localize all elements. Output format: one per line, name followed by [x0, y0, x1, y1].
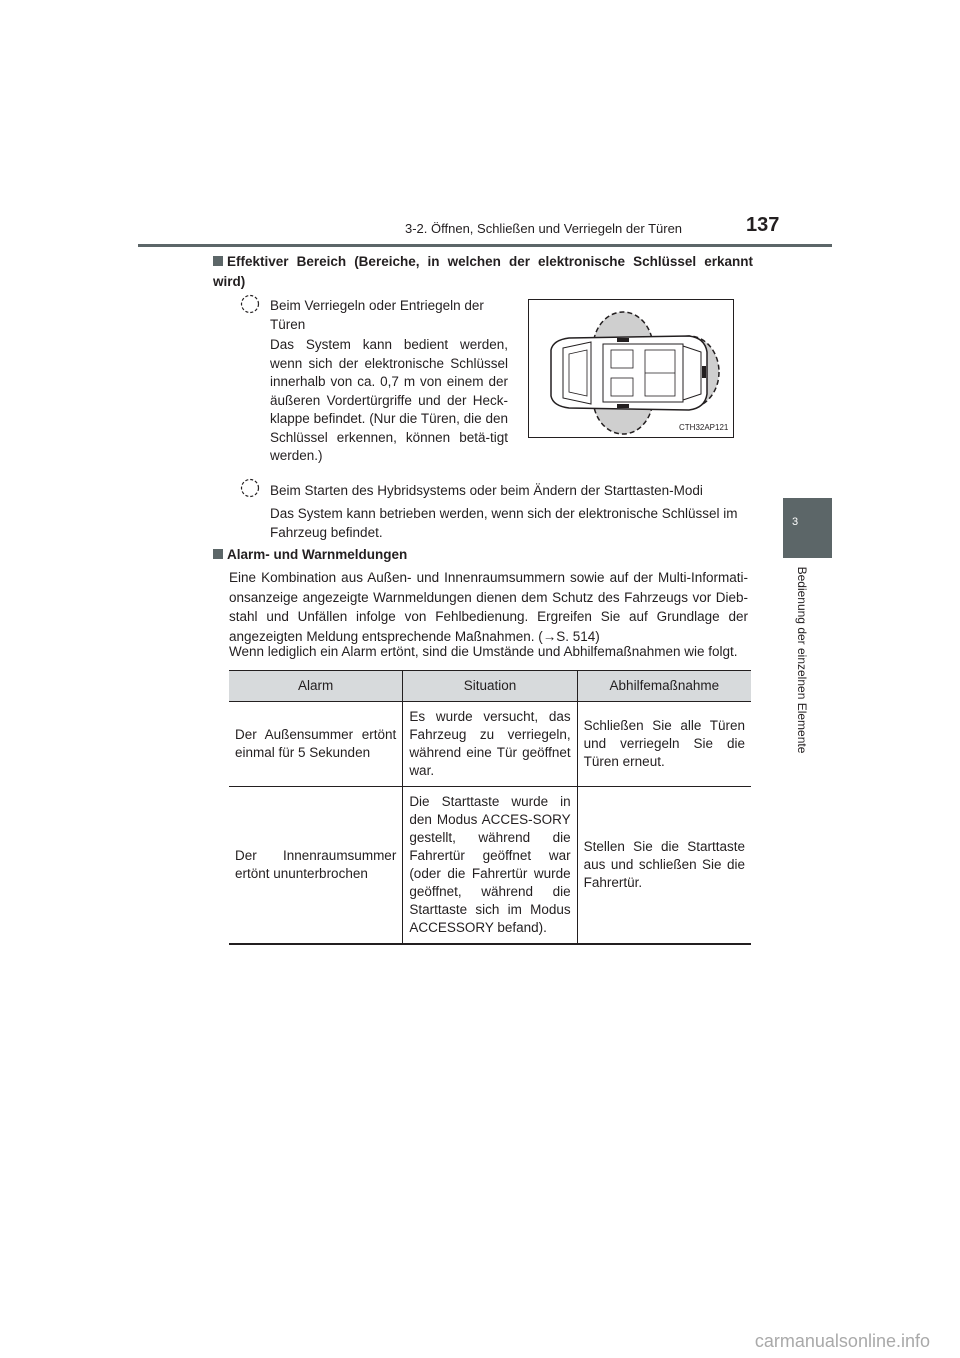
table-header-row — [229, 671, 751, 702]
section-heading-text: Effektiver Bereich (Bereiche, in welchen der elektronische Schlüssel erkannt wird) — [213, 254, 753, 289]
header-divider — [138, 244, 832, 247]
cell-alarm: Der Außensummer ertönt einmal für 5 Sekunden — [229, 702, 403, 787]
section-heading-alarms — [213, 545, 407, 565]
square-bullet-icon — [213, 549, 223, 559]
section-heading-text: Alarm- und Warnmeldungen — [227, 547, 408, 562]
running-header-title: 3-2. Öffnen, Schließen und Verriegeln der Türen — [405, 221, 683, 236]
chapter-tab-label: Bedienung der einzelnen Elemente — [795, 566, 809, 754]
figure-code-label: CTH32AP121 — [679, 423, 729, 432]
cell-alarm: Der Innenraumsummer ertönt ununterbrochen — [229, 787, 403, 945]
item1-text: Das System kann bedient werden, wenn sich der elektronische Schlüssel innerhalb von ca. 0,7 m von einem der äußeren Vordertürgriffe und der Heck-klappe befindet. (Nur die Türen, die den Schlüssel erkennen, können betä-tigt werden.) — [270, 337, 508, 463]
car-top-view-illustration — [529, 300, 733, 437]
cell-situation: Es wurde versucht, das Fahrzeug zu verriegeln, während eine Tür geöffnet war. — [403, 702, 577, 787]
table-row — [229, 787, 751, 945]
cell-situation: Die Starttaste wurde in den Modus ACCES-SORY gestellt, während die Fahrertür geöffnet war (oder die Fahrertür wurde geöffnet, während die Starttaste sich im Modus ACCESSORY befand). — [403, 787, 577, 945]
detection-range-figure — [528, 299, 734, 438]
cell-remedy: Schließen Sie alle Türen und verriegeln Sie die Türen erneut. — [577, 702, 751, 787]
item2-title: Beim Starten des Hybridsystems oder beim Ändern der Starttasten-Modi — [270, 483, 703, 498]
column-header-alarm: Alarm — [229, 671, 403, 702]
page-number: 137 — [746, 214, 780, 236]
alarm-note-paragraph: Wenn lediglich ein Alarm ertönt, sind die Umstände und Abhilfemaßnahmen wie folgt. — [229, 644, 738, 659]
table-row — [229, 702, 751, 787]
square-bullet-icon — [213, 256, 223, 266]
alarm-intro-paragraph: Eine Kombination aus Außen- und Innenraumsummern sowie auf der Multi-Informati-onsanzeige angezeigte Warnmeldungen dienen dem Schutz des Fahrzeugs vor Dieb-stahl und Unfällen infolge von Fehlbedienung. Ergreifen Sie auf Grundlage der angezeigten Meldung entsprechende Maßnahmen. (→S. 514) — [229, 570, 748, 644]
section-heading-effective-range — [213, 252, 753, 292]
chapter-tab-number: 3 — [792, 516, 799, 528]
dashed-circle-icon — [240, 478, 260, 498]
watermark: carmanualsonline.info — [754, 1331, 930, 1351]
item1-title: Beim Verriegeln oder Entriegeln der Türen — [270, 298, 484, 332]
column-header-remedy: Abhilfemaßnahme — [577, 671, 751, 702]
cell-remedy: Stellen Sie die Starttaste aus und schließen Sie die Fahrertür. — [577, 787, 751, 945]
dashed-circle-icon — [240, 294, 260, 314]
column-header-situation: Situation — [403, 671, 577, 702]
alarm-table — [229, 670, 751, 945]
item2-text: Das System kann betrieben werden, wenn sich der elektronische Schlüssel im Fahrzeug befindet. — [270, 506, 738, 540]
